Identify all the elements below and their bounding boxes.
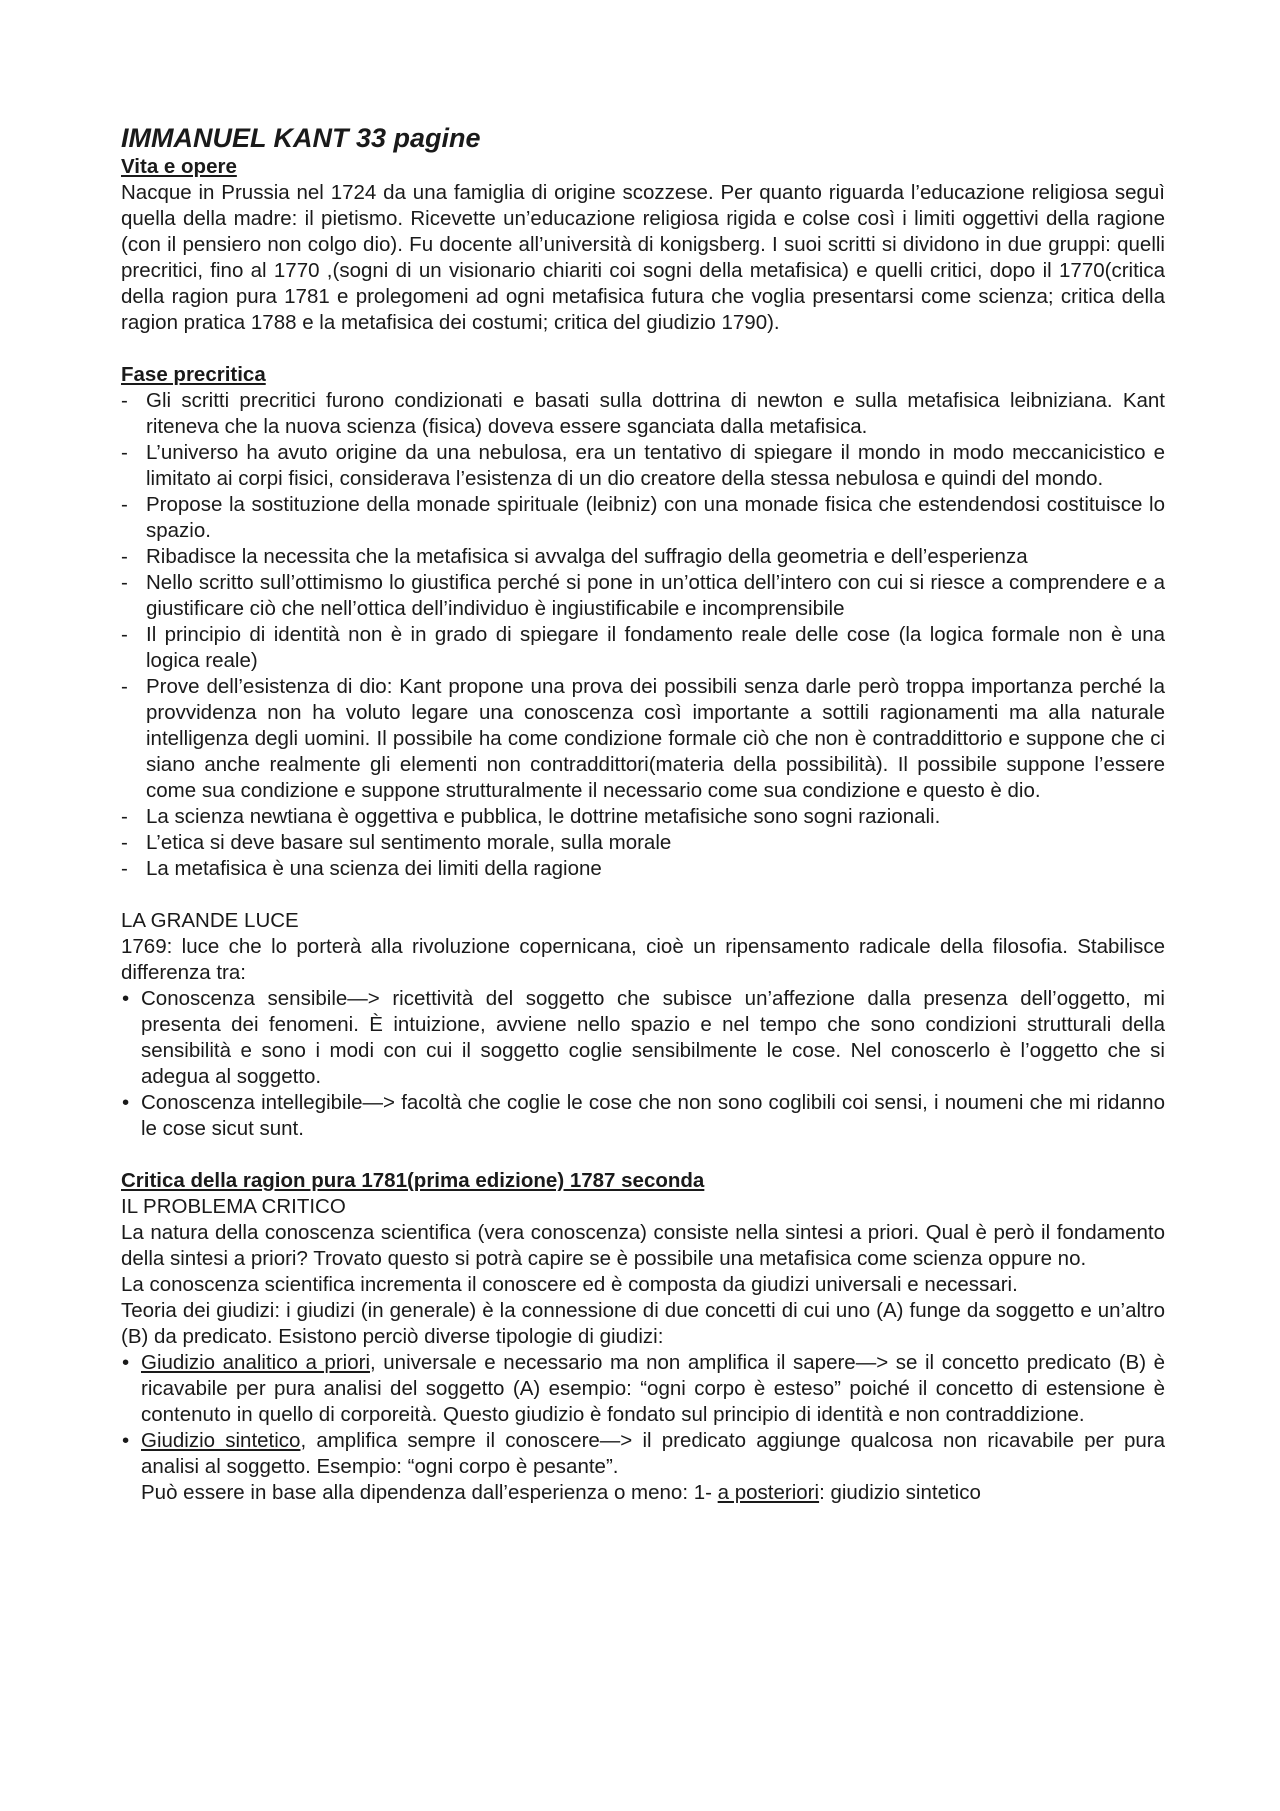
list-item: - La metafisica è una scienza dei limiti della ragione — [121, 856, 1165, 882]
list-item: - Gli scritti precritici furono condizionati e basati sulla dottrina di newton e sulla metafisica leibniziana. Kant riteneva che la nuova scienza (fisica) doveva essere sganciata dalla metafisica. — [121, 388, 1165, 440]
term-giudizio-sintetico: Giudizio sintetico — [141, 1429, 301, 1452]
list-item: - L’universo ha avuto origine da una nebulosa, era un tentativo di spiegare il mondo in modo meccanicistico e limitato ai corpi fisici, considerava l’esistenza di un dio creatore della stessa nebulosa e quindi del mondo. — [121, 440, 1165, 492]
list-item: - Propose la sostituzione della monade spirituale (leibniz) con una monade fisica che estendendosi costituisce lo spazio. — [121, 492, 1165, 544]
subheading-problema-critico: IL PROBLEMA CRITICO — [121, 1195, 346, 1218]
precritica-list — [121, 388, 1165, 882]
list-item: - Nello scritto sull’ottimismo lo giustifica perché si pone in un’ottica dell’intero con cui si riesce a comprendere e a giustificare ciò che nell’ottica dell’individuo è ingiustificabile e incomprensibile — [121, 570, 1165, 622]
spacer — [121, 882, 1165, 908]
grande-luce-list — [121, 986, 1165, 1142]
giudizio-sintetico-more-end: : giudizio sintetico — [819, 1481, 981, 1504]
section-heading-critica: Critica della ragion pura 1781(prima edizione) 1787 seconda — [121, 1169, 705, 1192]
giudizio-analitico-text: , universale e necessario ma non amplifica il sapere—> se il concetto predicato (B) è ricavabile per pura analisi del soggetto (A) esempio: “ogni corpo è esteso” poiché il concetto di estensione è contenuto in quello di corporeità. Questo giudizio è fondato sul principio di identità e non contraddizione. — [141, 1351, 1166, 1426]
giudizi-list — [121, 1350, 1165, 1506]
section-heading-grande-luce: LA GRANDE LUCE — [121, 909, 299, 932]
list-item: - La scienza newtiana è oggettiva e pubblica, le dottrine metafisiche sono sogni razionali. — [121, 804, 1165, 830]
giudizio-sintetico-text: , amplifica sempre il conoscere—> il predicato aggiunge qualcosa non ricavabile per pura analisi al soggetto. Esempio: “ogni corpo è pesante”. — [141, 1429, 1165, 1478]
list-item-giudizio-sintetico — [121, 1428, 1165, 1506]
list-item-giudizio-analitico — [121, 1350, 1165, 1428]
critica-paragraph-1: La natura della conoscenza scientifica (vera conoscenza) consiste nella sintesi a priori. Qual è però il fondamento della sintesi a priori? Trovato questo si potrà capire se è possibile una metafisica come scienza oppure no. — [121, 1221, 1165, 1270]
term-a-posteriori: a posteriori — [717, 1481, 820, 1504]
critica-paragraph-3: Teoria dei giudizi: i giudizi (in generale) è la connessione di due concetti di cui uno (A) funge da soggetto e un’altro (B) da predicato. Esistono perciò diverse tipologie di giudizi: — [121, 1299, 1165, 1348]
grande-luce-intro: 1769: luce che lo porterà alla rivoluzione copernicana, cioè un ripensamento radicale della filosofia. Stabilisce differenza tra: — [121, 935, 1165, 984]
list-item: - Il principio di identità non è in grado di spiegare il fondamento reale delle cose (la logica formale non è una logica reale) — [121, 622, 1165, 674]
list-item: - Prove dell’esistenza di dio: Kant propone una prova dei possibili senza darle però troppa importanza perché la provvidenza non ha voluto legare una conoscenza così importante a sottili ragionamenti ma alla naturale intelligenza degli uomini. Il possibile ha come condizione formale ciò che non è contraddittorio e suppone che ci siano anche realmente gli elementi non contraddittori(materia della possibilità). Il possibile suppone l’essere come sua condizione e suppone strutturalmente il necessario come sua condizione e questo è dio. — [121, 674, 1165, 804]
term-giudizio-analitico: Giudizio analitico a priori — [141, 1351, 370, 1374]
spacer — [121, 1142, 1165, 1168]
critica-paragraph-2: La conoscenza scientifica incrementa il conoscere ed è composta da giudizi universali e necessari. — [121, 1273, 1018, 1296]
giudizio-sintetico-more: Può essere in base alla dipendenza dall’esperienza o meno: 1- — [141, 1481, 718, 1504]
list-item: - L’etica si deve basare sul sentimento morale, sulla morale — [121, 830, 1165, 856]
document-page — [121, 122, 1165, 1506]
section-heading-vita: Vita e opere — [121, 155, 237, 178]
list-item: • Conoscenza sensibile—> ricettività del soggetto che subisce un’affezione dalla presenza dell’oggetto, mi presenta dei fenomeni. È intuizione, avviene nello spazio e nel tempo che sono condizioni strutturali della sensibilità e sono i modi con cui il soggetto coglie sensibilmente le cose. Nel conoscerlo è l’oggetto che si adegua al soggetto. — [121, 986, 1165, 1090]
spacer — [121, 336, 1165, 362]
section-heading-precritica: Fase precritica — [121, 363, 266, 386]
vita-paragraph: Nacque in Prussia nel 1724 da una famiglia di origine scozzese. Per quanto riguarda l’educazione religiosa seguì quella della madre: il pietismo. Ricevette un’educazione religiosa rigida e colse così i limiti oggettivi della ragione (con il pensiero non colgo dio). Fu docente all’università di konigsberg. I suoi scritti si dividono in due gruppi: quelli precritici, fino al 1770 ,(sogni di un visionario chiariti coi sogni della metafisica) e quelli critici, dopo il 1770(critica della ragion pura 1781 e prolegomeni ad ogni metafisica futura che voglia presentarsi come scienza; critica della ragion pratica 1788 e la metafisica dei costumi; critica del giudizio 1790). — [121, 181, 1165, 334]
list-item: - Ribadisce la necessita che la metafisica si avvalga del suffragio della geometria e dell’esperienza — [121, 544, 1165, 570]
list-item: • Conoscenza intellegibile—> facoltà che coglie le cose che non sono coglibili coi sensi, i noumeni che mi ridanno le cose sicut sunt. — [121, 1090, 1165, 1142]
page-title: IMMANUEL KANT 33 pagine — [121, 123, 481, 153]
